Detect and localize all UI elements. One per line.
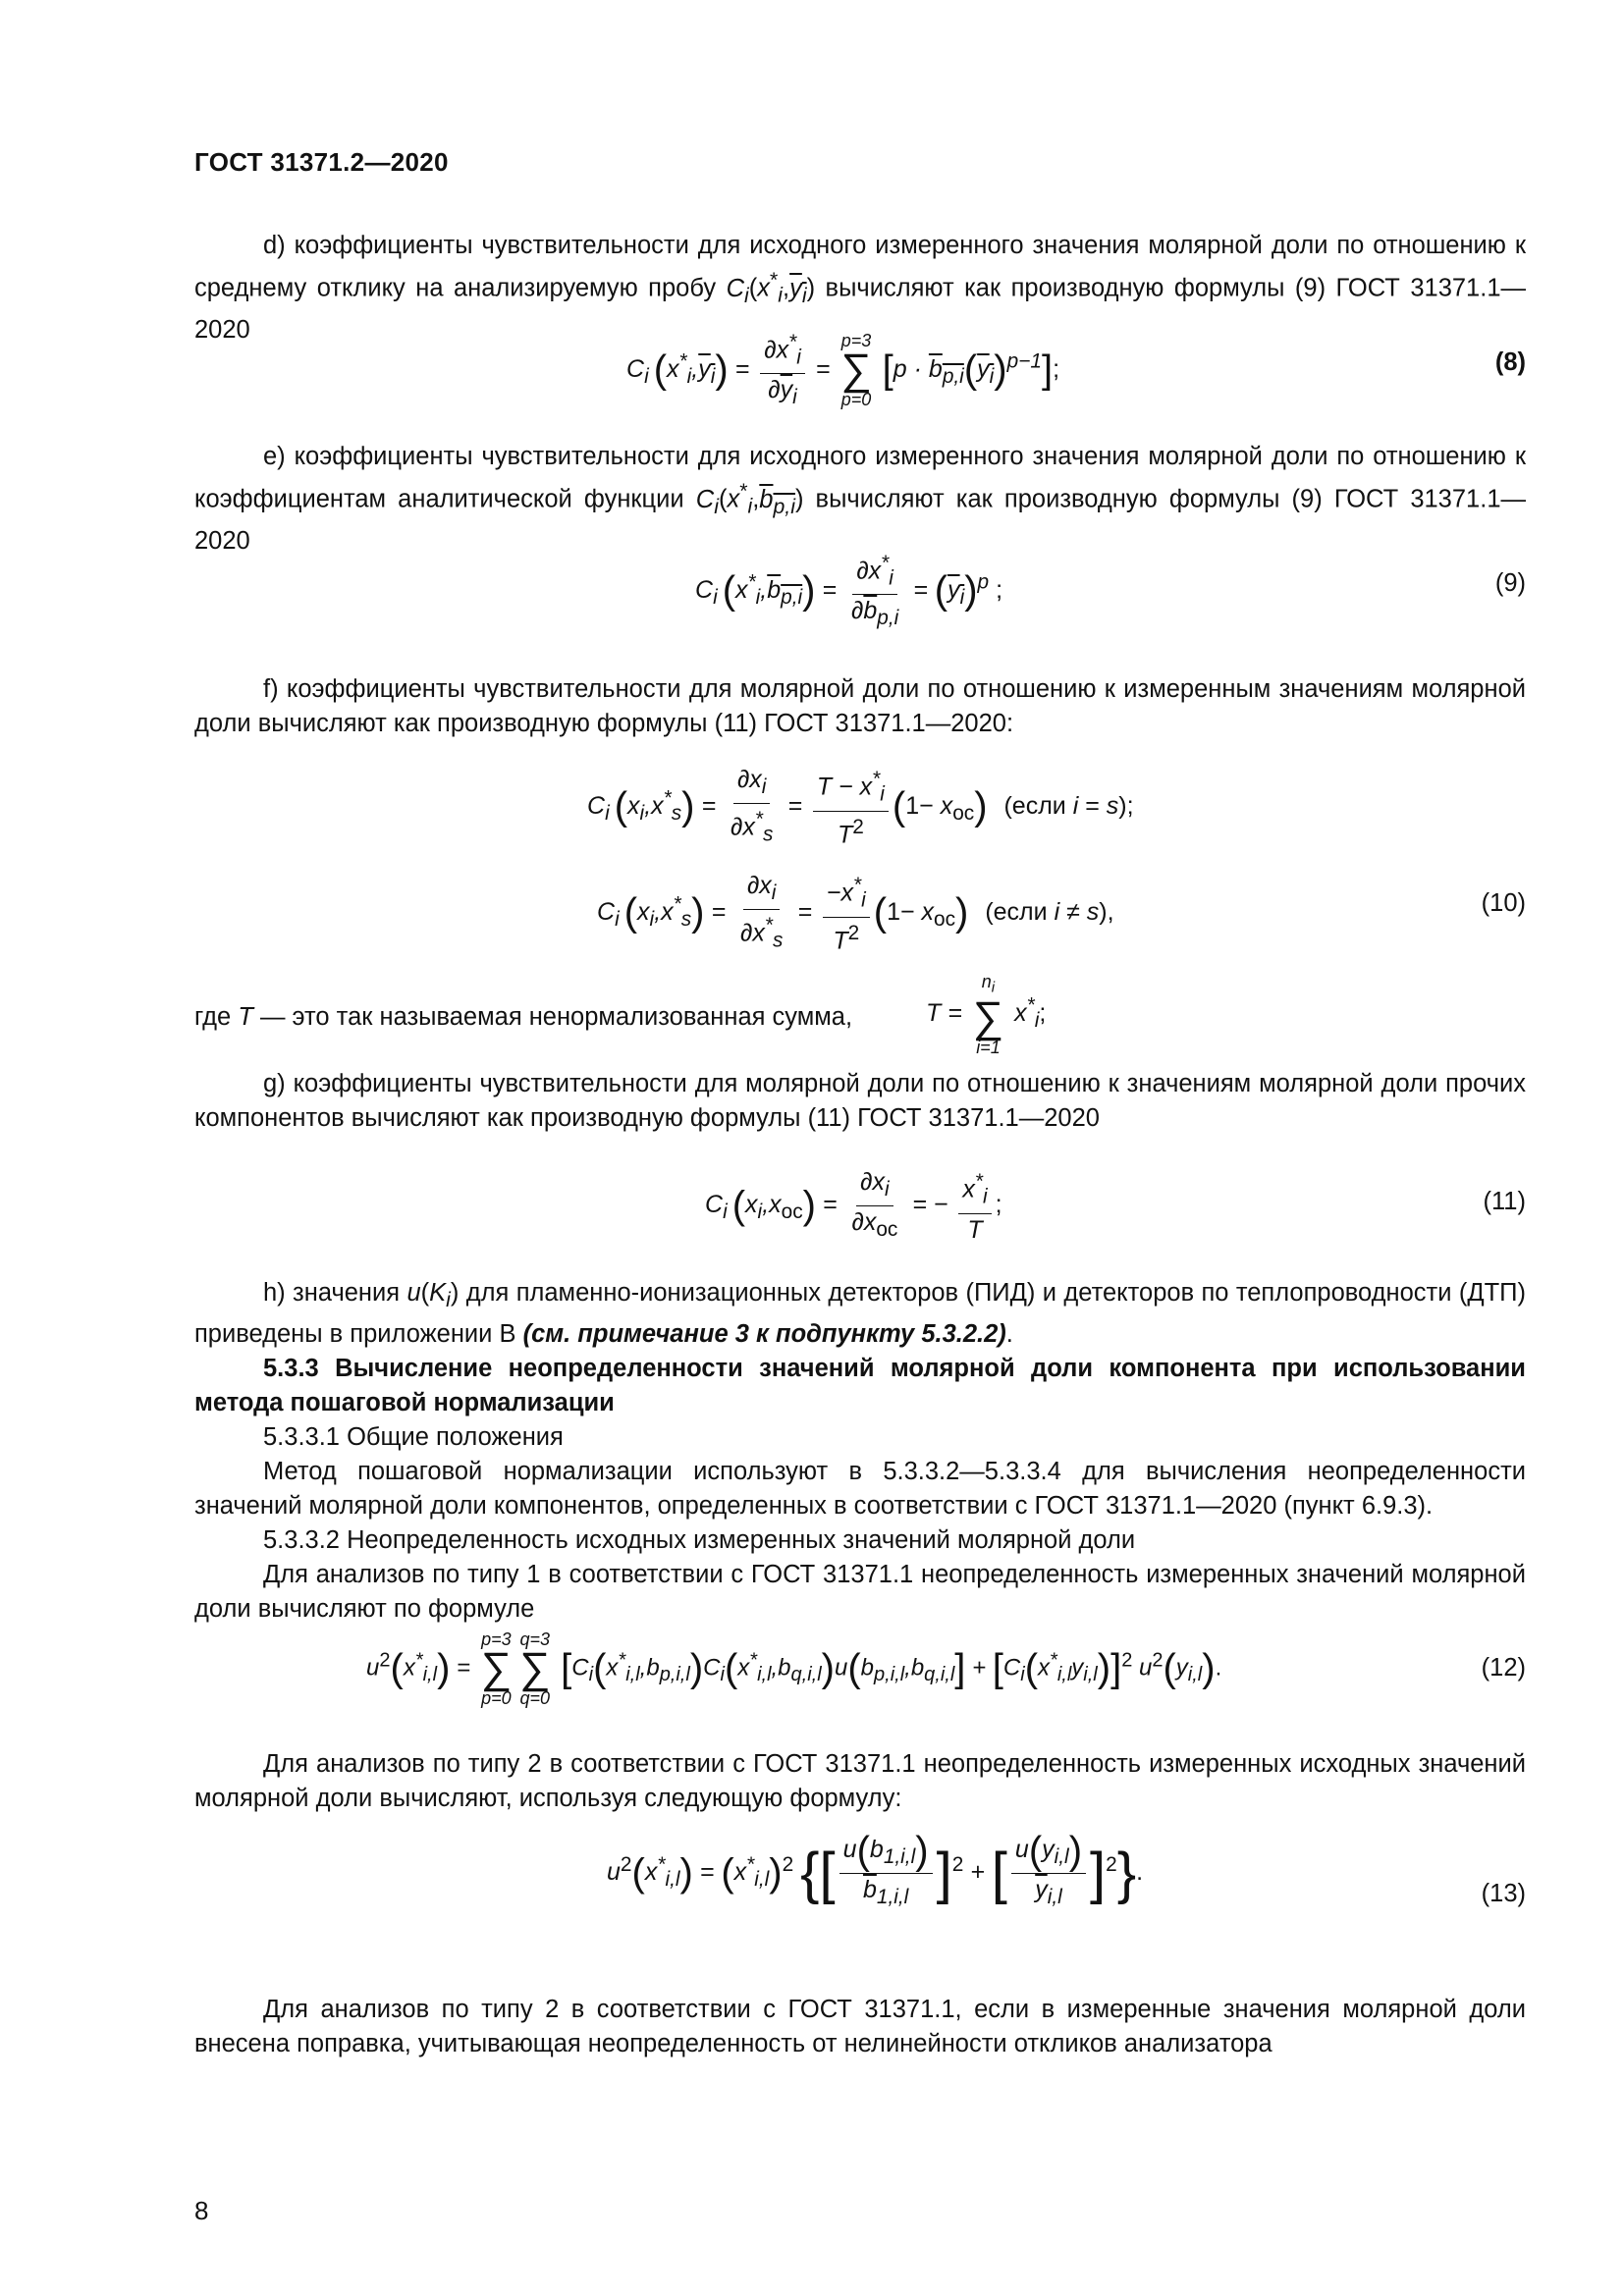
text-block-type2b [194, 1993, 1526, 2061]
paragraph-method: Метод пошаговой нормализации используют в 5.3.3.2—5.3.3.4 для вычисления неопределенности значений молярной доли компонентов, определенных в соответствии с ГОСТ 31371.1—2020 (пункт 6.9.3). [194, 1458, 1526, 1521]
equation-9: $C_i$ $(x^*_i,b_{p,i})$ = $\frac{\partial x^*_i}{\partial\overline{b}_{p,i}}$ = $(y_i)^p$ ; (9) [695, 552, 1526, 630]
equation-number-8: (8) [1494, 348, 1526, 376]
paragraph-g: g) коэффициенты чувствительности для молярной доли по отношению к значениям молярной доли прочих компонентов вычисляют как производную формулы (11) ГОСТ 31371.1—2020 [194, 1070, 1526, 1132]
paragraph-d: d) коэффициенты чувствительности для исходного измеренного значения молярной доли по отношению к среднему отклику на анализируемую пробу $C_i(x^*_i,y_i)$ вычисляют как производную формулы (9) ГОСТ 31371.1—2020 [194, 232, 1527, 344]
text-block-type2 [194, 1747, 1526, 1816]
paragraph-type2b: Для анализов по типу 2 в соответствии с ГОСТ 31371.1, если в измеренные значения молярной доли внесена поправка, учитывающая неопределенность от нелинейности откликов анализатора [194, 1996, 1526, 2057]
equation-10b: $C_i$ $(x_i,x^*_s)$ = $\frac{\partial x_i}{\partial x^*_s}$ = $\frac{-x^*_i}{T^2}$ $(1- x_{ос})$ (если i ≠ s), (10) [597, 872, 1526, 954]
paragraph-e: е) коэффициенты чувствительности для исходного измеренного значения молярной доли по отношению к коэффициентам аналитической функции $C_i(x^*_i,b_{p,i})$ вычисляют как производную формулы (9) ГОСТ 31371.1—2020 [194, 443, 1526, 555]
equation-12: $u^2(x^*_{i,l})$ = p=3 ∑ p=0 q=3 ∑ q=0 [$C_i(x^*_{i,l},b_{p,i,l})C_i(x^*_{i,l},b_{q,i,l})u(b_{p,i,l},b_{q,i,l}] + [C_i(x^*_{i,l}y_{i,l})]^2$ $u^2(y_{i,l})$. (12) [366, 1629, 1526, 1708]
equation-number-10: (10) [1481, 889, 1526, 917]
section-5-3-3-1-title: 5.3.3.1 Общие положения [263, 1423, 564, 1452]
equation-number-12: (12) [1481, 1654, 1526, 1682]
section-5-3-3-2-title: 5.3.3.2 Неопределенность исходных измеренных значений молярной доли [263, 1526, 1136, 1555]
paragraph-type1: Для анализов по типу 1 в соответствии с ГОСТ 31371.1 неопределенность измеренных значений молярной доли вычисляют по формуле [194, 1561, 1526, 1624]
equation-number-13: (13) [1481, 1880, 1526, 1907]
paragraph-h: h) значения $u(K_i)$ для пламенно-ионизационных детекторов (ПИД) и детекторов по теплопроводности (ДТП) приведены в приложении В (см. примечание 3 к подпункту 5.3.2.2). [194, 1279, 1526, 1349]
equation-10a: $C_i$ $(x_i,x^*_s)$ = $\frac{\partial x_i}{\partial x^*_s}$ = $\frac{T - x^*_i}{T^2}$ $(1- x_{ос})$ (если i = s); [587, 766, 1134, 848]
equation-number-11: (11) [1483, 1188, 1526, 1215]
page-number: 8 [194, 2196, 209, 2225]
equation-8: $C_i$ $(x^*_i,y_i)$ = $\frac{\partial x^*_i}{\partial\overline{y}_i}$ = p=3 ∑ p=0 $[p \cdot b_{p,i}(y_i)^{p-1}]$; (8) [626, 331, 1526, 410]
section-5-3-3-title: 5.3.3 Вычисление неопределенности значений молярной доли компонента при использовании метода пошаговой нормализации [194, 1355, 1526, 1417]
equation-13: $u^2(x^*_{i,l}) = (x^*_{i,l})^2$ {[ $\frac{u(b_{1,i,l})}{\overline{b}_{1,i,l}}$ ]$^2$ + [ $\frac{u(y_{i,l})}{\overline{y}_{i,l}}$ ]$^2$}. (13) [607, 1829, 1526, 1908]
paragraph-type2: Для анализов по типу 2 в соответствии с ГОСТ 31371.1 неопределенность измеренных исходных значений молярной доли вычисляют, используя следующую формулу: [194, 1750, 1526, 1812]
text-block-h [194, 1276, 1526, 1627]
paragraph-f: f) коэффициенты чувствительности для молярной доли по отношению к измеренным значениям молярной доли вычисляют как производную формулы (11) ГОСТ 31371.1—2020: [194, 675, 1526, 737]
equation-11: $C_i$ $(x_i,x_{ос})$ = $\frac{\partial x_i}{\partial x_{ос}}$ = − $\frac{x^*_i}{T}$ ; (11) [705, 1168, 1526, 1244]
paragraph-where-T: где T — это так называемая ненормализованная сумма, T = $n_i$ ∑ i=1 $x^*_i$; [194, 972, 1047, 1057]
document-header: ГОСТ 31371.2—2020 [194, 147, 449, 177]
equation-number-9: (9) [1494, 569, 1526, 597]
